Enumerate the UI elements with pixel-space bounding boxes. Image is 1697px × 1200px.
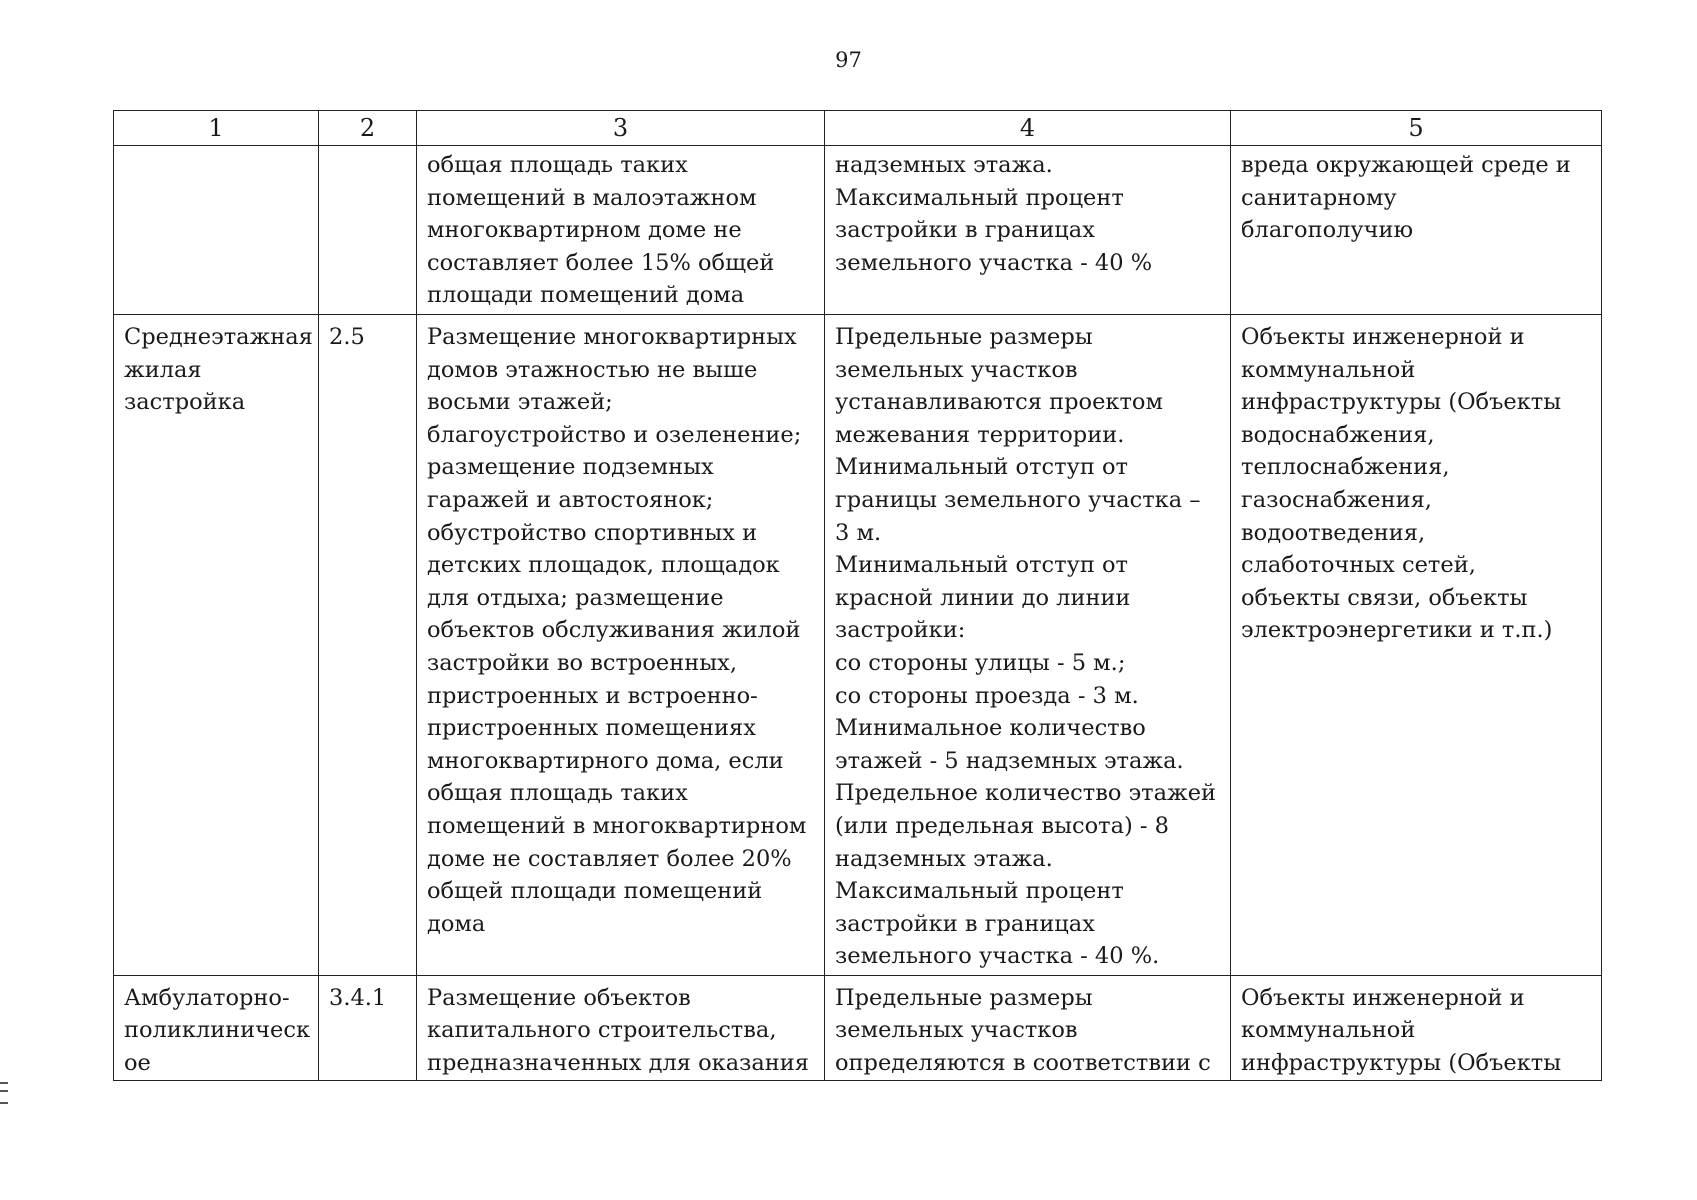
use-name-cell	[114, 146, 319, 315]
use-name-cell: Среднеэтажная жилая застройка	[114, 315, 319, 976]
column-header-2: 2	[319, 111, 417, 146]
restrictions-cell: вреда окружающей среде и санитарному благополучию	[1231, 146, 1602, 315]
column-header-4: 4	[825, 111, 1231, 146]
zoning-table	[113, 110, 1602, 1081]
use-code-cell: 2.5	[319, 315, 417, 976]
page-number: 97	[835, 48, 862, 72]
column-header-5: 5	[1231, 111, 1602, 146]
table-header-row	[114, 111, 1602, 146]
scan-margin-mark	[0, 1082, 8, 1104]
column-header-3: 3	[417, 111, 825, 146]
parameters-cell: надземных этажа. Максимальный процент застройки в границах земельного участка - 40 %	[825, 146, 1231, 315]
use-description-cell: общая площадь таких помещений в малоэтажном многоквартирном доме не составляет более 15% общей площади помещений дома	[417, 146, 825, 315]
parameters-cell: Предельные размеры земельных участков определяются в соответствии с	[825, 975, 1231, 1080]
restrictions-cell: Объекты инженерной и коммунальной инфраструктуры (Объекты	[1231, 975, 1602, 1080]
use-code-cell	[319, 146, 417, 315]
use-name-cell: Амбулаторно- поликлиническ ое	[114, 975, 319, 1080]
table-row	[114, 975, 1602, 1080]
use-description-cell: Размещение многоквартирных домов этажностью не выше восьми этажей; благоустройство и озеленение; размещение подземных гаражей и автостоянок; обустройство спортивных и детских площадок, площадок для отдыха; размещение объектов обслуживания жилой застройки во встроенных, пристроенных и встроенно- пристроенных помещениях многоквартирного дома, если общая площадь таких помещений в многоквартирном доме не составляет более 20% общей площади помещений дома	[417, 315, 825, 976]
column-header-1: 1	[114, 111, 319, 146]
parameters-cell: Предельные размеры земельных участков устанавливаются проектом межевания территории. Минимальный отступ от границы земельного участка – 3 м. Минимальный отступ от красной линии до линии застройки: со стороны улицы - 5 м.; со стороны проезда - 3 м. Минимальное количество этажей - 5 надземных этажа. Предельное количество этажей (или предельная высота) - 8 надземных этажа. Максимальный процент застройки в границах земельного участка - 40 %.	[825, 315, 1231, 976]
table-row	[114, 315, 1602, 976]
use-description-cell: Размещение объектов капитального строительства, предназначенных для оказания	[417, 975, 825, 1080]
table-row	[114, 146, 1602, 315]
restrictions-cell: Объекты инженерной и коммунальной инфраструктуры (Объекты водоснабжения, теплоснабжения, газоснабжения, водоотведения, слаботочных сетей, объекты связи, объекты электроэнергетики и т.п.)	[1231, 315, 1602, 976]
use-code-cell: 3.4.1	[319, 975, 417, 1080]
